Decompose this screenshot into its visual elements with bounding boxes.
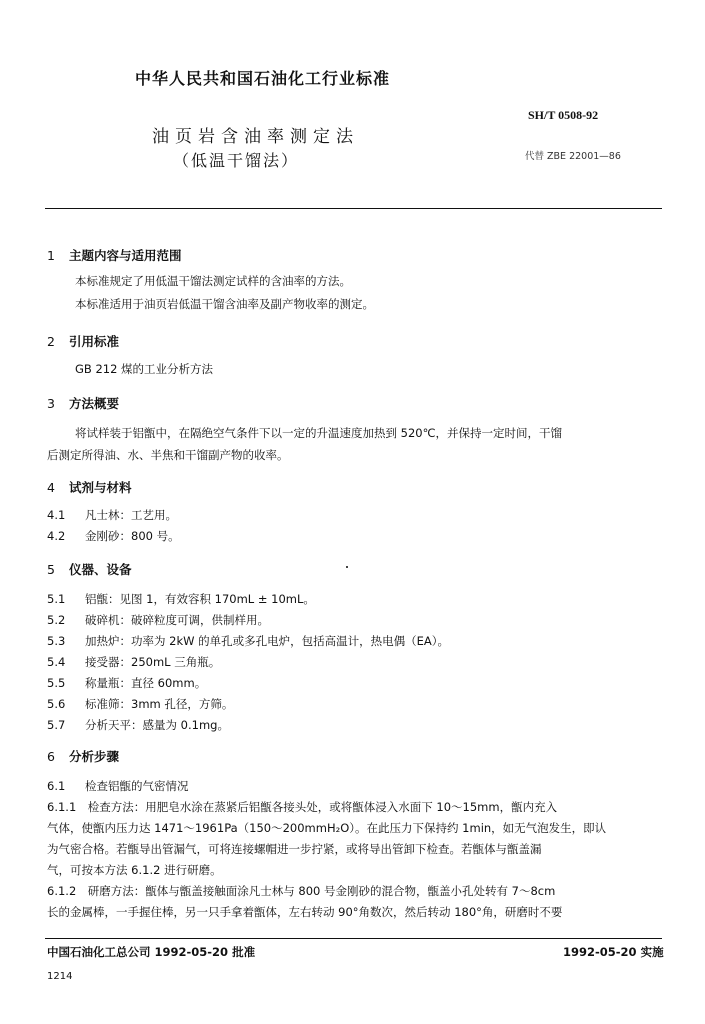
section-title: 方法概要 xyxy=(69,396,120,411)
item-number: 5.7 xyxy=(47,718,66,732)
list-item xyxy=(47,717,229,733)
paragraph-line: 6.1.2 研磨方法：甑体与甑盖接触面涂凡士林与 800 号金刚砂的混合物，甑盖小孔处转有 7～8cm xyxy=(47,884,556,898)
item-text: 加热炉：功率为 2kW 的单孔或多孔电炉，包括高温计，热电偶（EA）。 xyxy=(85,634,450,648)
item-number: 5.2 xyxy=(47,613,66,627)
speck xyxy=(346,566,348,568)
item-text: 金刚砂：800 号。 xyxy=(85,529,180,543)
page-number: 1214 xyxy=(47,971,73,982)
replaces-note: 代替 ZBE 22001—86 xyxy=(525,151,621,162)
document-subtitle: （低温干馏法） xyxy=(173,151,300,170)
paragraph: GB 212 煤的工业分析方法 xyxy=(75,362,214,376)
item-text: 接受器：250mL 三角瓶。 xyxy=(85,655,221,669)
list-item xyxy=(47,675,206,691)
item-text: 分析天平：感量为 0.1mg。 xyxy=(85,718,229,732)
item-text: 破碎机：破碎粒度可调，供制样用。 xyxy=(85,613,269,627)
item-text: 检查铝甑的气密情况 xyxy=(85,779,189,793)
paragraph-line: 气体，使甑内压力达 1471～1961Pa（150～200mmH₂O）。在此压力下保持约 1min，如无气泡发生，即认 xyxy=(47,821,607,835)
item-text: 标准筛：3mm 孔径，方筛。 xyxy=(85,697,234,711)
item-text: 称量瓶：直径 60mm。 xyxy=(85,676,207,690)
section-title: 仪器、设备 xyxy=(69,562,132,577)
list-item xyxy=(47,507,177,523)
paragraph: 将试样装于铝甑中，在隔绝空气条件下以一定的升温速度加热到 520℃，并保持一定时间，干馏 xyxy=(75,426,563,440)
implementation-date: 1992-05-20 实施 xyxy=(563,945,664,959)
paragraph: 本标准规定了用低温干馏法测定试样的含油率的方法。 xyxy=(75,274,351,288)
item-number: 5.4 xyxy=(47,655,66,669)
section-number: 4 xyxy=(47,480,55,495)
section-1-heading xyxy=(47,246,182,264)
item-text: 凡士林：工艺用。 xyxy=(85,508,177,522)
section-title: 主题内容与适用范围 xyxy=(69,248,182,263)
issuing-organization: 中华人民共和国石油化工行业标准 xyxy=(135,69,391,88)
paragraph-line: 6.1.1 检查方法：用肥皂水涂在蒸紧后铝甑各接头处，或将甑体浸入水面下 10～15mm，甑内充入 xyxy=(47,800,558,814)
header-rule xyxy=(45,208,662,209)
subsection-heading xyxy=(47,778,189,794)
item-number: 4.2 xyxy=(47,529,66,543)
paragraph-line: 为气密合格。若甑导出管漏气，可将连接螺帽进一步拧紧，或将导出管卸下检查。若甑体与甑盖漏 xyxy=(47,842,542,856)
list-item xyxy=(47,591,315,607)
section-number: 6 xyxy=(47,749,55,764)
section-2-heading xyxy=(47,332,119,350)
section-4-heading xyxy=(47,478,132,496)
list-item xyxy=(47,654,220,670)
item-text: 铝甑：见图 1，有效容积 170mL ± 10mL。 xyxy=(85,592,315,606)
list-item xyxy=(47,528,180,544)
list-item xyxy=(47,696,233,712)
section-number: 2 xyxy=(47,334,55,349)
standard-code: SH/T 0508-92 xyxy=(528,108,599,122)
item-number: 4.1 xyxy=(47,508,66,522)
section-3-heading xyxy=(47,394,119,412)
section-number: 3 xyxy=(47,396,55,411)
list-item xyxy=(47,612,269,628)
item-number: 6.1 xyxy=(47,779,66,793)
footer-rule xyxy=(45,938,662,939)
section-title: 分析步骤 xyxy=(69,749,120,764)
item-number: 5.5 xyxy=(47,676,66,690)
section-number: 1 xyxy=(47,248,55,263)
document-title: 油页岩含油率测定法 xyxy=(152,127,359,147)
paragraph: 本标准适用于油页岩低温干馏含油率及副产物收率的测定。 xyxy=(75,297,374,311)
section-title: 试剂与材料 xyxy=(69,480,132,495)
item-number: 5.6 xyxy=(47,697,66,711)
paragraph: 后测定所得油、水、半焦和干馏副产物的收率。 xyxy=(47,448,289,462)
section-5-heading xyxy=(47,560,132,578)
item-number: 5.1 xyxy=(47,592,66,606)
item-number: 5.3 xyxy=(47,634,66,648)
section-6-heading xyxy=(47,747,119,765)
paragraph-line: 长的金属棒，一手握住棒，另一只手拿着甑体，左右转动 90°角数次，然后转动 180°角，研磨时不要 xyxy=(47,905,563,919)
paragraph-line: 气，可按本方法 6.1.2 进行研磨。 xyxy=(47,863,222,877)
approval-line: 中国石油化工总公司 1992-05-20 批准 xyxy=(47,945,256,959)
list-item xyxy=(47,633,449,649)
section-number: 5 xyxy=(47,562,55,577)
section-title: 引用标准 xyxy=(69,334,120,349)
